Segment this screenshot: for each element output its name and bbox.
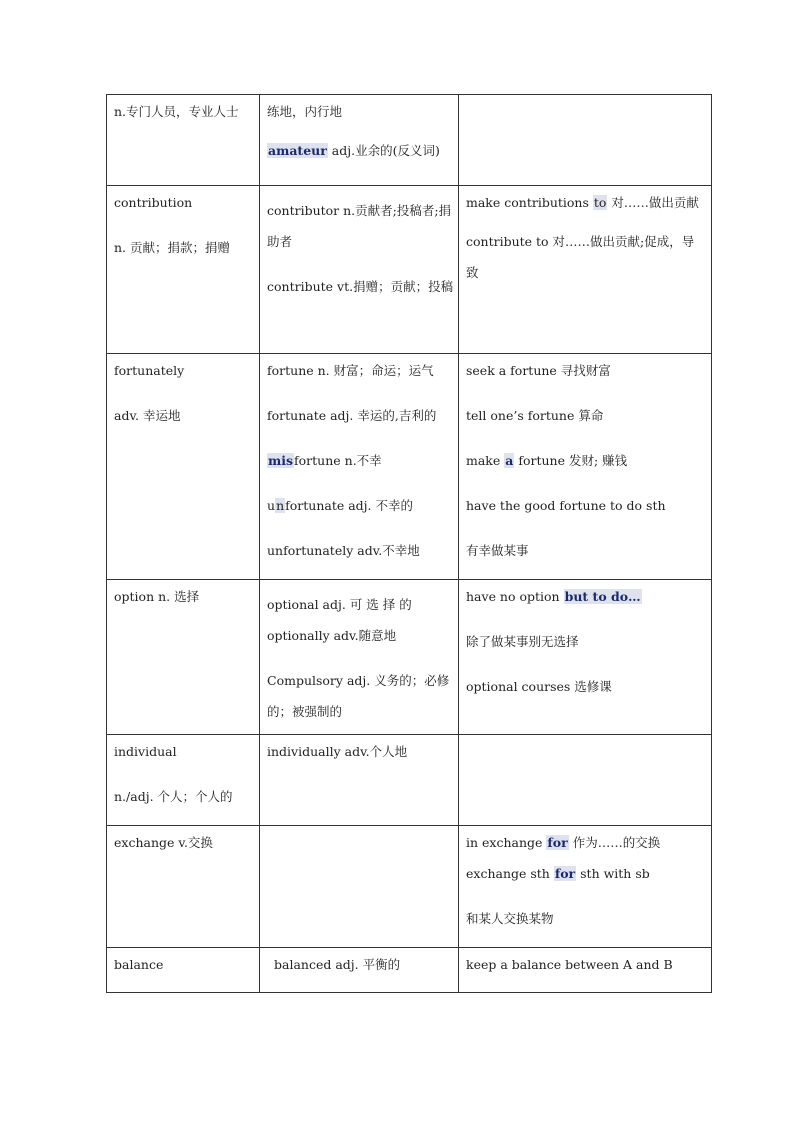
table-row [107, 186, 712, 354]
word-meaning: n./adj. 个人；个人的 [114, 789, 233, 804]
derivative-line: fortune n. 财富；命运；运气 [267, 363, 434, 378]
word-text: n.专门人员，专业人士 [114, 104, 239, 119]
derivative-line: unfortunately adv.不幸地 [267, 543, 420, 558]
word-cell [107, 735, 260, 826]
phrase-text: in exchange [466, 835, 547, 850]
derivatives-cell [260, 580, 459, 735]
highlight-term: but to do… [564, 589, 641, 604]
word-text: option n. 选择 [114, 589, 200, 604]
phrases-cell [459, 826, 712, 948]
phrases-cell [459, 354, 712, 580]
phrase-line: seek a fortune 寻找财富 [466, 363, 611, 378]
derivatives-cell [260, 354, 459, 580]
highlight-term: for [547, 835, 568, 850]
derivative-line: individually adv.个人地 [267, 744, 408, 759]
derivative-text: u [267, 498, 276, 513]
derivative-line: balanced adj. 平衡的 [274, 957, 401, 972]
derivative-line [267, 143, 452, 158]
table-row [107, 948, 712, 993]
derivative-line [267, 453, 452, 468]
word-cell [107, 826, 260, 948]
phrase-line [466, 195, 705, 210]
word-text: balance [114, 957, 164, 972]
word-cell [107, 580, 260, 735]
derivative-text: adj.业余的(反义词) [327, 143, 440, 158]
phrases-cell [459, 735, 712, 826]
highlight-term: mis [268, 453, 294, 468]
word-text: individual [114, 744, 177, 759]
phrases-cell [459, 95, 712, 186]
word-cell [107, 186, 260, 354]
phrase-line: have the good fortune to do sth [466, 498, 666, 513]
phrase-text: exchange sth [466, 866, 554, 881]
derivative-line: contributor n.贡献者;投稿者;捐助者 [267, 203, 452, 249]
table-row [107, 354, 712, 580]
phrase-line [466, 835, 705, 850]
derivative-line: optional adj. 可 选 择 的 optionally adv.随意地 [267, 597, 412, 643]
phrase-text: sth with sb [576, 866, 650, 881]
phrases-cell [459, 580, 712, 735]
derivative-text: fortune n.不幸 [294, 453, 382, 468]
phrases-cell [459, 186, 712, 354]
word-cell [107, 948, 260, 993]
table-row [107, 580, 712, 735]
phrase-line [466, 866, 705, 881]
derivatives-cell [260, 186, 459, 354]
phrase-text: 作为……的交换 [568, 835, 661, 850]
word-cell [107, 354, 260, 580]
phrase-line: 和某人交换某物 [466, 911, 554, 926]
derivative-line: fortunate adj. 幸运的,吉利的 [267, 408, 437, 423]
phrase-line: optional courses 选修课 [466, 679, 612, 694]
phrase-text: have no option [466, 589, 564, 604]
derivative-text: fortunate adj. 不幸的 [285, 498, 413, 513]
vocabulary-table [106, 94, 712, 993]
phrase-text: make [466, 453, 505, 468]
word-meaning: adv. 幸运地 [114, 408, 181, 423]
table-row [107, 826, 712, 948]
phrase-line: keep a balance between A and B [466, 957, 673, 972]
phrase-line: 除了做某事别无选择 [466, 634, 579, 649]
phrase-line: tell one’s fortune 算命 [466, 408, 604, 423]
phrase-text: make contributions [466, 195, 593, 210]
phrase-text: fortune 发财; 赚钱 [514, 453, 628, 468]
phrase-line: contribute to 对……做出贡献;促成，导致 [466, 234, 695, 280]
highlight-term: for [554, 866, 576, 881]
highlight-term: a [505, 453, 514, 468]
word-cell [107, 95, 260, 186]
phrase-line: 有幸做某事 [466, 543, 529, 558]
derivative-line: contribute vt.捐赠；贡献；投稿 [267, 279, 454, 294]
derivatives-cell [260, 735, 459, 826]
highlight-term: to [593, 195, 607, 210]
derivatives-cell [260, 95, 459, 186]
phrases-cell [459, 948, 712, 993]
word-text: fortunately [114, 363, 185, 378]
phrase-line [466, 453, 705, 468]
table-row [107, 95, 712, 186]
derivative-line: 练地，内行地 [267, 104, 343, 119]
word-meaning: n. 贡献；捐款；捐赠 [114, 240, 230, 255]
derivatives-cell [260, 948, 459, 993]
word-text: contribution [114, 195, 193, 210]
phrase-line [466, 589, 705, 604]
derivative-line [267, 498, 452, 513]
derivative-line: Compulsory adj. 义务的；必修的；被强制的 [267, 673, 450, 719]
highlight-term: n [276, 498, 285, 513]
word-text: exchange v.交换 [114, 835, 213, 850]
table-row [107, 735, 712, 826]
derivatives-cell [260, 826, 459, 948]
phrase-text: 对……做出贡献 [607, 195, 699, 210]
highlight-term: amateur [268, 143, 327, 158]
